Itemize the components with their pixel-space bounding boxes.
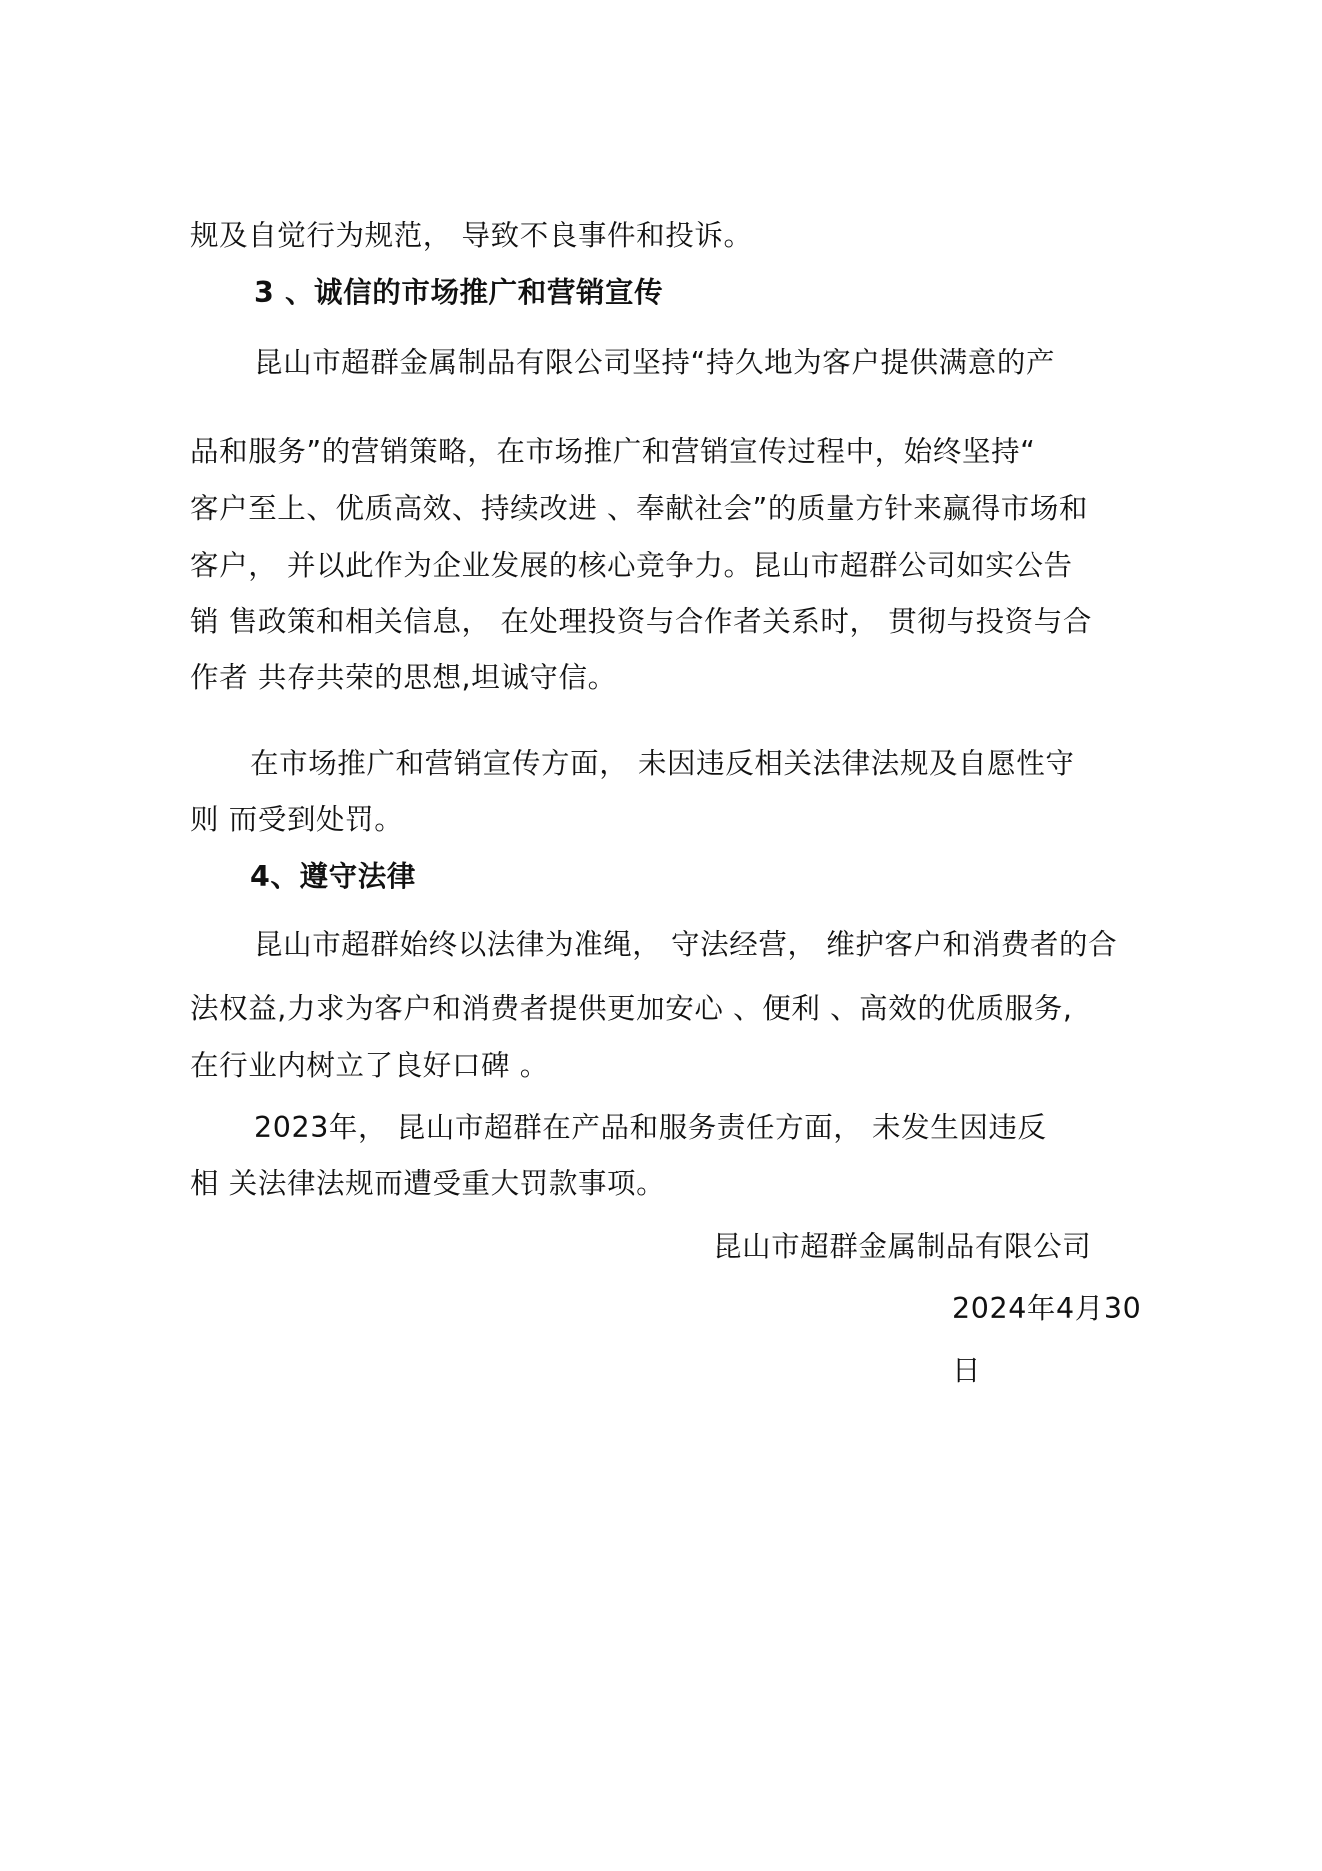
section-4-heading: 4、遵守法律 [250,860,416,893]
paragraph-line: 在行业内树立了良好口碑 。 [190,1049,549,1082]
paragraph-line: 2023年， 昆山市超群在产品和服务责任方面， 未发生因违反 [254,1111,1047,1144]
paragraph-line: 客户至上、优质高效、持续改进 、奉献社会”的质量方针来赢得市场和 [190,492,1089,525]
signature-company: 昆山市超群金属制品有限公司 [713,1230,1092,1263]
paragraph-line: 相 关法律法规而遭受重大罚款事项。 [190,1167,666,1200]
paragraph-line: 则 而受到处罚。 [190,803,404,836]
paragraph-line: 法权益,力求为客户和消费者提供更加安心 、便利 、高效的优质服务, [190,992,1073,1025]
paragraph-line: 作者 共存共荣的思想,坦诚守信。 [190,661,617,694]
paragraph-line: 在市场推广和营销宣传方面， 未因违反相关法律法规及自愿性守 [250,747,1075,780]
continuation-text: 规及自觉行为规范， 导致不良事件和投诉。 [190,219,753,252]
paragraph-line: 昆山市超群始终以法律为准绳， 守法经营， 维护客户和消费者的合 [254,928,1118,961]
paragraph-line: 品和服务”的营销策略，在市场推广和营销宣传过程中，始终坚持“ [190,435,1036,468]
paragraph-line: 客户， 并以此作为企业发展的核心竞争力。昆山市超群公司如实公告 [190,549,1073,582]
paragraph-line: 昆山市超群金属制品有限公司坚持“持久地为客户提供满意的产 [254,346,1056,379]
signature-date: 2024年4月30 [952,1292,1142,1325]
paragraph-line: 销 售政策和相关信息， 在处理投资与合作者关系时， 贯彻与投资与合 [190,605,1092,638]
signature-date-continued: 日 [952,1354,982,1387]
section-3-heading: 3 、诚信的市场推广和营销宣传 [254,276,664,309]
